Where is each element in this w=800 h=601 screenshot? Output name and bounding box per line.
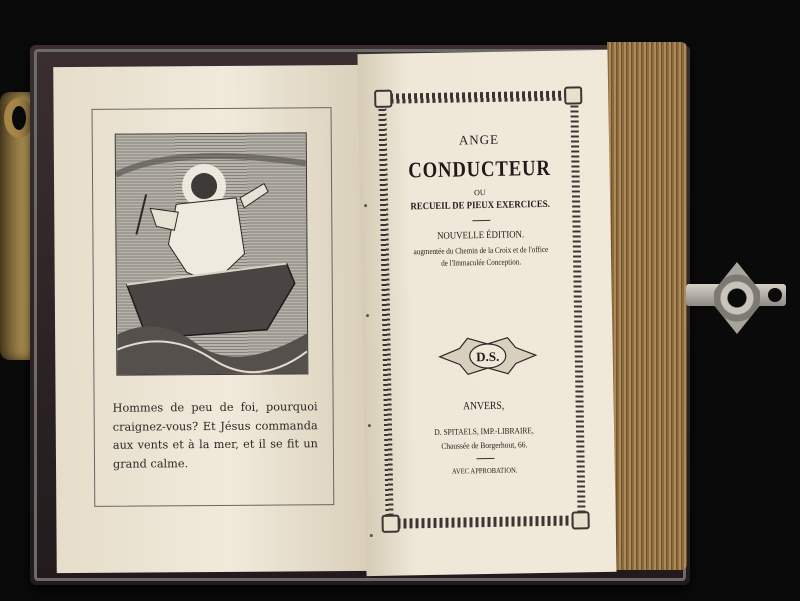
title-ange: ANGE xyxy=(458,131,500,148)
monogram-text: D.S. xyxy=(476,348,500,365)
border-right xyxy=(570,102,585,512)
clasp-plate xyxy=(714,262,760,334)
engraving-jesus-calming-storm xyxy=(115,132,309,375)
augmented-line-1: augmentée du Chemin de la Croix et de l'office xyxy=(413,244,549,257)
engraving-caption: Hommes de peu de foi, pourquoi craignez-vous? Et Jésus commanda aux vents et à la mer, et il se fit un grand calme. xyxy=(112,400,318,471)
binding-stitch xyxy=(368,424,371,427)
corner-ornament xyxy=(571,511,589,529)
corner-ornament xyxy=(564,86,582,104)
city: ANVERS, xyxy=(462,399,505,413)
subtitle: RECUEIL DE PIEUX EXERCICES. xyxy=(410,198,550,213)
border-bottom xyxy=(398,516,574,529)
border-top xyxy=(390,91,566,104)
approbation: AVEC APPROBATION. xyxy=(451,465,518,476)
publisher-address: Chaussée de Borgerhout, 66. xyxy=(441,439,528,451)
publisher-monogram xyxy=(437,333,538,379)
page-frame xyxy=(92,107,335,507)
edition-line: NOUVELLE ÉDITION. xyxy=(437,229,525,242)
title-ou: OU xyxy=(474,188,486,198)
border-left xyxy=(378,106,393,516)
clasp-hole xyxy=(768,288,782,302)
page-block-edge xyxy=(607,42,687,570)
augmented-note xyxy=(407,244,555,270)
title-conducteur: CONDUCTEUR xyxy=(408,154,551,183)
silver-clasp xyxy=(686,262,786,334)
corner-ornament xyxy=(382,515,400,533)
binding-stitch xyxy=(370,534,373,537)
corner-ornament xyxy=(374,90,392,108)
frontispiece-page xyxy=(53,65,370,573)
title-page xyxy=(357,50,616,576)
binding-stitch xyxy=(364,204,367,207)
binding-stitch xyxy=(366,314,369,317)
publisher: D. SPITAELS, IMP.-LIBRAIRE, xyxy=(434,425,534,437)
augmented-line-2: de l'Immaculée Conception. xyxy=(441,256,522,268)
